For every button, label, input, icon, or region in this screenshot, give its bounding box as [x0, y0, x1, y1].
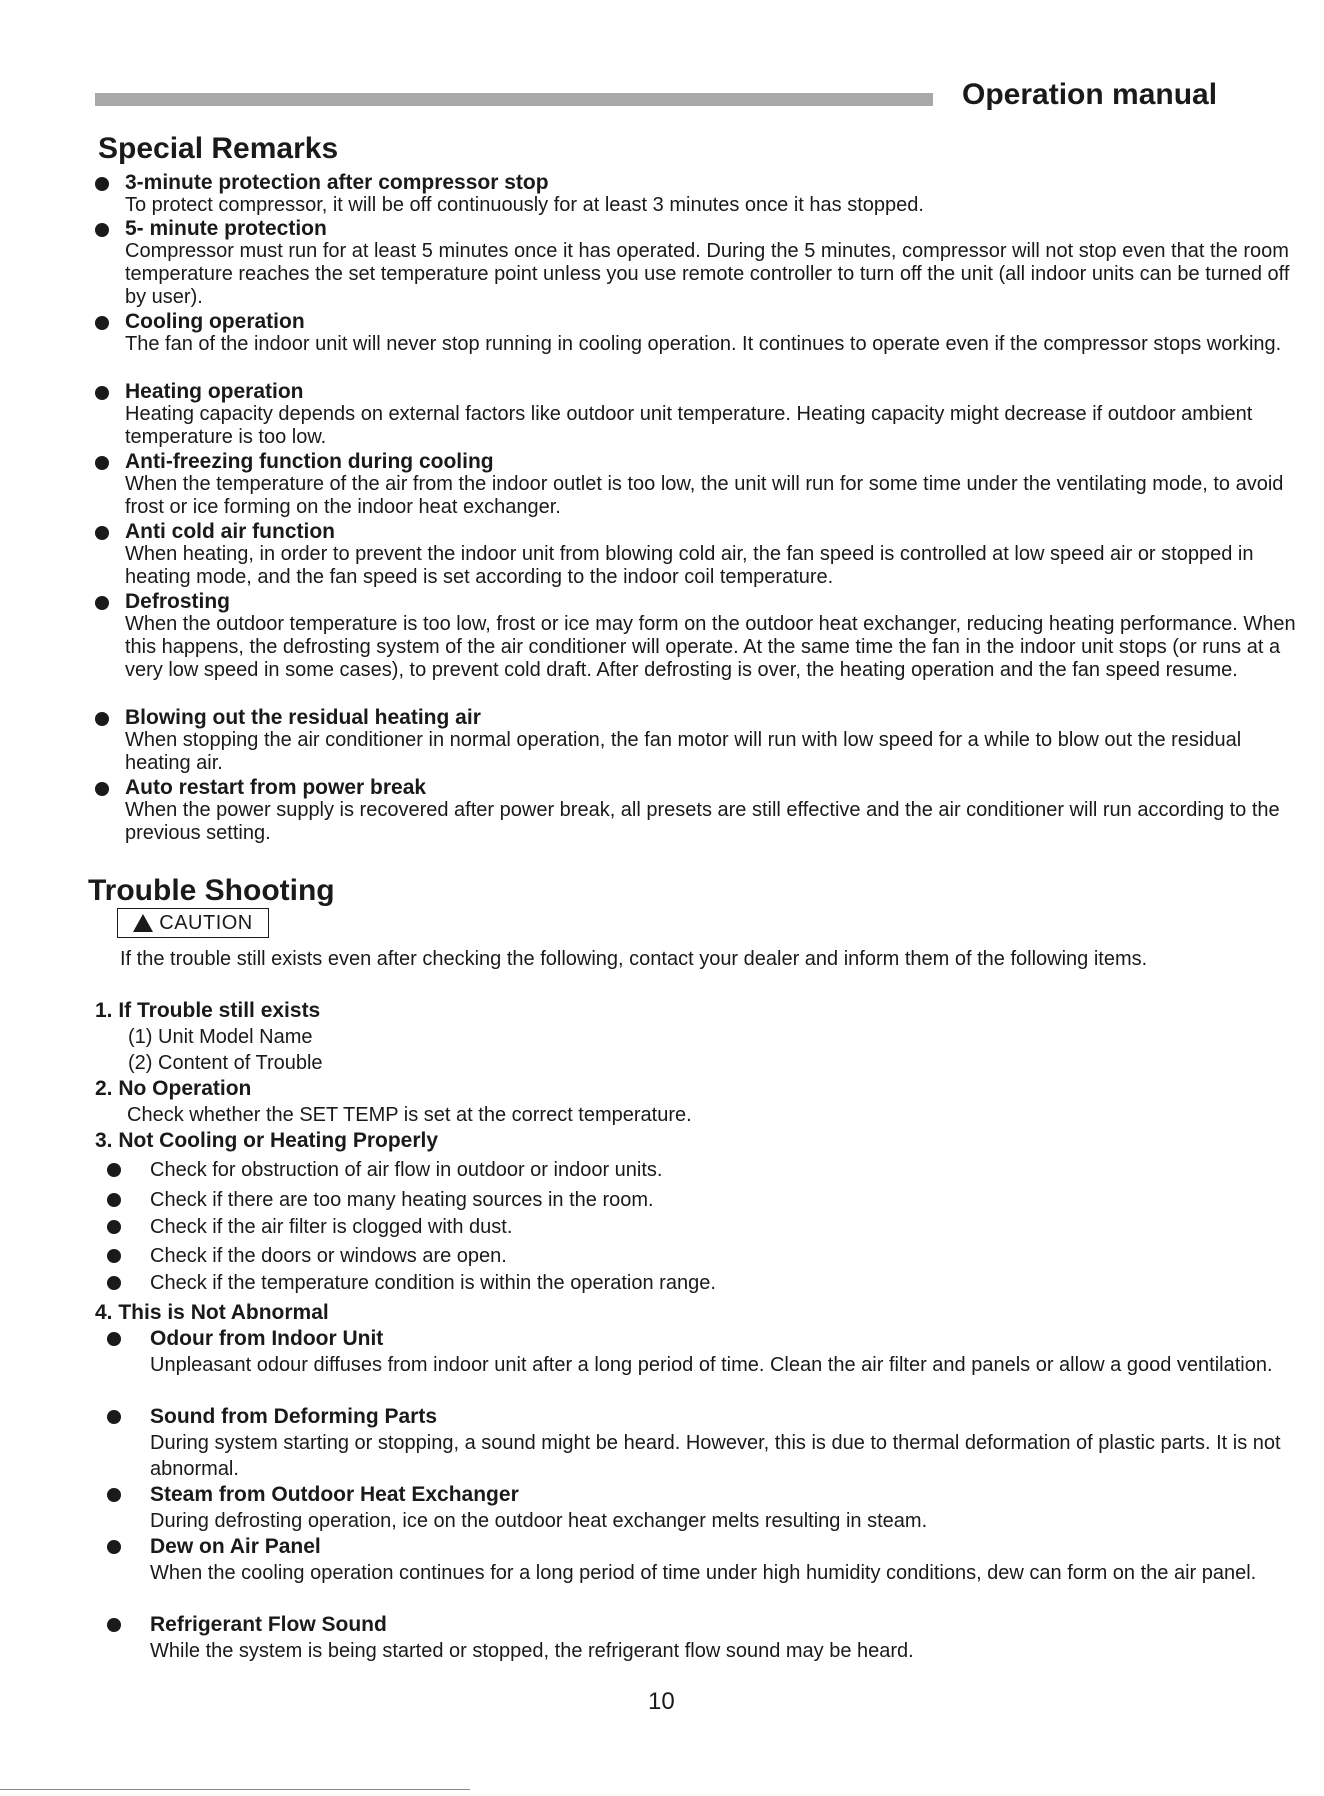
remark-title: 5- minute protection [125, 217, 327, 240]
page-header-title: Operation manual [962, 78, 1218, 111]
trouble-check-item [107, 1270, 1315, 1296]
special-remarks-heading: Special Remarks [98, 132, 339, 165]
not-abnormal-title: Odour from Indoor Unit [150, 1327, 384, 1350]
remark-text: When stopping the air conditioner in normal operation, the fan motor will run with low speed for a while to blow out the residual heating air. [125, 729, 1242, 774]
bullet-icon [107, 1276, 121, 1290]
trouble-check-item [107, 1243, 1315, 1269]
not-abnormal-title: Dew on Air Panel [150, 1535, 321, 1558]
caution-label [117, 908, 269, 938]
remark-text: When the temperature of the air from the indoor outlet is too low, the unit will run for some time under the ventilating mode, to avoid frost or ice forming on the indoor heat exchanger. [125, 473, 1284, 518]
remark-title: Auto restart from power break [125, 776, 427, 799]
bullet-icon [107, 1193, 121, 1207]
trouble-section-title: 4. This is Not Abnormal [95, 1301, 329, 1324]
page-number: 10 [648, 1688, 675, 1715]
remark-title: Anti cold air function [125, 520, 335, 543]
trouble-check-item [107, 1214, 1315, 1240]
special-remarks-list [95, 171, 1305, 846]
not-abnormal-item [107, 1482, 1315, 1534]
bullet-icon [95, 177, 109, 191]
not-abnormal-text: While the system is being started or stopped, the refrigerant flow sound may be heard. [150, 1640, 914, 1662]
bullet-icon [95, 596, 109, 610]
not-abnormal-item [107, 1534, 1315, 1612]
remark-item [95, 171, 1305, 217]
remark-text: When the power supply is recovered after power break, all presets are still effective and the air conditioner will run according to the previous setting. [125, 799, 1280, 844]
remark-text: When heating, in order to prevent the indoor unit from blowing cold air, the fan speed is controlled at low speed air or stopped in heating mode, and the fan speed is set according to the indoor coil temperature. [125, 543, 1254, 588]
check-text: Check if the doors or windows are open. [150, 1245, 507, 1267]
caution-text: CAUTION [159, 911, 253, 934]
trouble-section-1 [95, 998, 1315, 1076]
remark-item [95, 590, 1305, 706]
trouble-section-title: 2. No Operation [95, 1077, 252, 1100]
trouble-section-4 [95, 1300, 1315, 1664]
remark-text: The fan of the indoor unit will never stop running in cooling operation. It continues to operate even if the compressor stops working. [125, 333, 1282, 355]
bullet-icon [107, 1220, 121, 1234]
bullet-icon [95, 526, 109, 540]
not-abnormal-text: Unpleasant odour diffuses from indoor unit after a long period of time. Clean the air filter and panels or allow a good ventilation. [150, 1354, 1273, 1376]
remark-item [95, 706, 1305, 776]
bullet-icon [107, 1488, 121, 1502]
not-abnormal-item [107, 1404, 1315, 1482]
remark-title: Heating operation [125, 380, 304, 403]
trouble-check-item [107, 1187, 1315, 1213]
footer-rule [0, 1789, 470, 1790]
header-bar [95, 93, 933, 106]
trouble-intro: If the trouble still exists even after checking the following, contact your dealer and inform them of the following items. [120, 948, 1148, 970]
trouble-check-item [107, 1157, 1315, 1183]
bullet-icon [95, 386, 109, 400]
bullet-icon [95, 712, 109, 726]
bullet-icon [95, 782, 109, 796]
trouble-list-item: (2) Content of Trouble [128, 1052, 323, 1074]
not-abnormal-text: During defrosting operation, ice on the outdoor heat exchanger melts resulting in steam. [150, 1510, 928, 1532]
remark-title: Cooling operation [125, 310, 305, 333]
remark-text: Heating capacity depends on external factors like outdoor unit temperature. Heating capacity might decrease if outdoor ambient temperature is too low. [125, 403, 1253, 448]
check-text: Check if the temperature condition is within the operation range. [150, 1272, 716, 1294]
bullet-icon [107, 1249, 121, 1263]
remark-item [95, 776, 1305, 846]
trouble-section-title: 1. If Trouble still exists [95, 999, 321, 1022]
not-abnormal-title: Refrigerant Flow Sound [150, 1613, 387, 1636]
remark-item [95, 310, 1305, 380]
remark-title: 3-minute protection after compressor stop [125, 171, 549, 194]
trouble-check-text: Check whether the SET TEMP is set at the correct temperature. [127, 1104, 692, 1126]
bullet-icon [95, 456, 109, 470]
bullet-icon [107, 1540, 121, 1554]
remark-text: When the outdoor temperature is too low, frost or ice may form on the outdoor heat exchanger, reducing heating performance. When this happens, the defrosting system of the air conditioner will operate. At the same time the fan in the indoor unit stops (or runs at a very low speed in some cases), to prevent cold draft. After defrosting is over, the heating operation and the fan speed resume. [125, 613, 1296, 681]
remark-item [95, 217, 1305, 310]
remark-text: Compressor must run for at least 5 minutes once it has operated. During the 5 minutes, compressor will not stop even that the room temperature reaches the set temperature point unless you use remote controller to turn off the unit (all indoor units can be turned off by user). [125, 240, 1290, 308]
check-text: Check if there are too many heating sources in the room. [150, 1189, 654, 1211]
check-text: Check for obstruction of air flow in outdoor or indoor units. [150, 1159, 663, 1181]
not-abnormal-text: During system starting or stopping, a sound might be heard. However, this is due to thermal deformation of plastic parts. It is not abnormal. [150, 1432, 1281, 1480]
remark-item [95, 520, 1305, 590]
bullet-icon [107, 1618, 121, 1632]
remark-item [95, 380, 1305, 450]
trouble-section-title: 3. Not Cooling or Heating Properly [95, 1129, 439, 1152]
bullet-icon [107, 1410, 121, 1424]
remark-title: Anti-freezing function during cooling [125, 450, 494, 473]
remark-title: Blowing out the residual heating air [125, 706, 481, 729]
trouble-section-2 [95, 1076, 1315, 1128]
not-abnormal-title: Steam from Outdoor Heat Exchanger [150, 1483, 519, 1506]
remark-text: To protect compressor, it will be off continuously for at least 3 minutes once it has stopped. [125, 194, 924, 216]
not-abnormal-item [107, 1326, 1315, 1404]
remark-item [95, 450, 1305, 520]
remark-title: Defrosting [125, 590, 230, 613]
not-abnormal-title: Sound from Deforming Parts [150, 1405, 438, 1428]
bullet-icon [107, 1163, 121, 1177]
check-text: Check if the air filter is clogged with dust. [150, 1216, 513, 1238]
not-abnormal-item [107, 1612, 1315, 1664]
trouble-section-3 [95, 1128, 1315, 1296]
bullet-icon [95, 316, 109, 330]
bullet-icon [107, 1332, 121, 1346]
trouble-list-item: (1) Unit Model Name [128, 1026, 313, 1048]
trouble-shooting-heading: Trouble Shooting [88, 874, 335, 907]
not-abnormal-text: When the cooling operation continues for a long period of time under high humidity conditions, dew can form on the air panel. [150, 1562, 1257, 1584]
warning-triangle-icon [133, 914, 153, 932]
bullet-icon [95, 223, 109, 237]
